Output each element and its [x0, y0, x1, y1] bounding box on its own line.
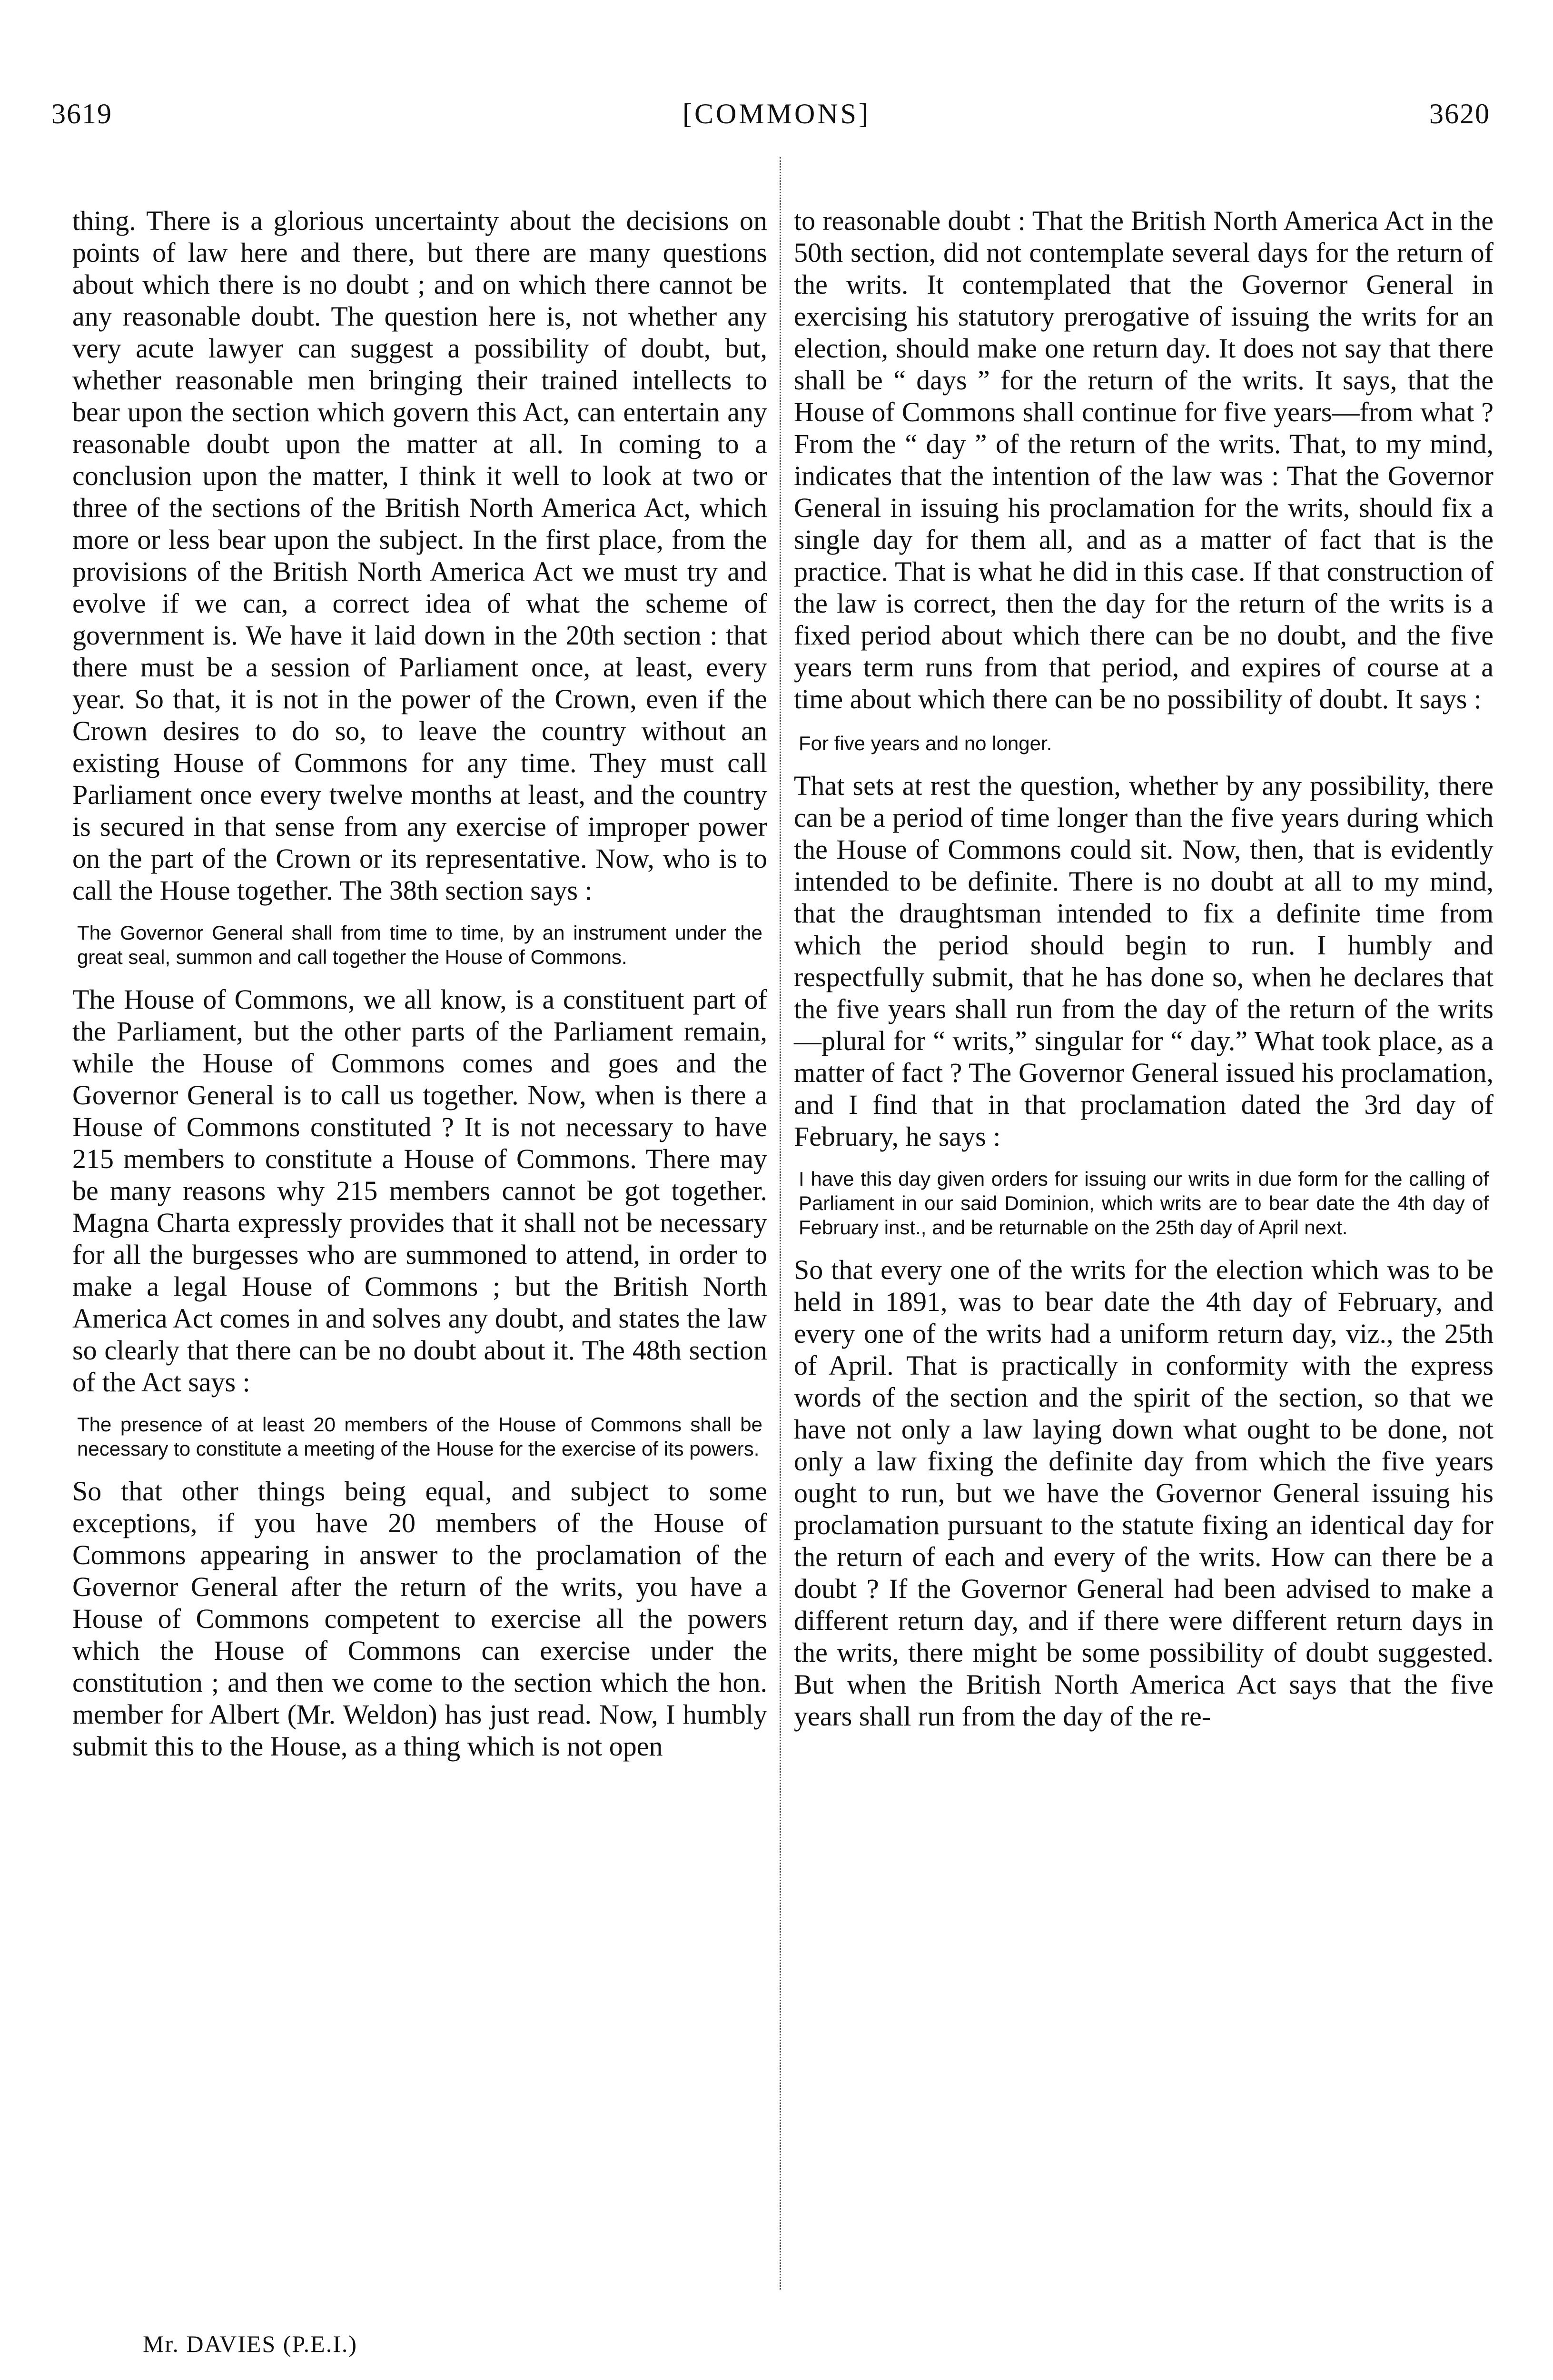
page-header — [0, 98, 1553, 140]
right-column — [794, 205, 1494, 1732]
left-column — [72, 205, 767, 1762]
right-paragraph-2: That sets at rest the question, whether by any possibility, there can be a period of time longer than the five years during which the House of Commons could sit. Now, then, that is evidently intended to be definite. There is no doubt at all to my mind, that the draughtsman intended to fix a definite time from which the period should begin to run. I humbly and respectfully submit, that he has done so, when he declares that the five years shall run from the day of the return of the writs—plural for “ writs,” singular for “ day.” What took place, as a matter of fact ? The Governor General issued his proclamation, and I find that in that proclamation dated the 3rd day of February, he says : — [794, 770, 1494, 1152]
left-paragraph-3: So that other things being equal, and subject to some exceptions, if you have 20 members of the House of Commons appearing in answer to the proclamation of the Governor General after the return of the writs, you have a House of Commons competent to exercise all the powers which the House of Commons can exercise under the constitution ; and then we come to the section which the hon. member for Albert (Mr. Weldon) has just read. Now, I humbly submit this to the House, as a thing which is not open — [72, 1476, 767, 1762]
left-quotation-1: The Governor General shall from time to time, by an instrument under the great seal, summon and call together the House of Commons. — [77, 922, 762, 968]
right-quotation-2: I have this day given orders for issuing our writs in due form for the calling of Parliament in our said Dominion, which writs are to bear date the 4th day of February inst., and be returnable on the 25th day of April next. — [799, 1168, 1489, 1239]
right-paragraph-1: to reasonable doubt : That the British North America Act in the 50th section, did not contemplate several days for the return of the writs. It contemplated that the Governor General in exercising his statutory prerogative of issuing the writs for an election, should make one return day. It does not say that there shall be “ days ” for the return of the writs. It says, that the House of Commons shall continue for five years—from what ? From the “ day ” of the return of the writs. That, to my mind, indicates that the intention of the law was : That the Governor General in issuing his proclamation for the writs, should fix a single day for them all, and as a matter of fact that is the practice. That is what he did in this case. If that construction of the law is correct, then the day for the return of the writs is a fixed period about which there can be no doubt, and the five years term runs from that period, and expires of course at a time about which there can be no possibility of doubt. It says : — [794, 205, 1494, 714]
left-paragraph-1: thing. There is a glorious uncertainty about the decisions on points of law here and there, but there are many questions about which there is no doubt ; and on which there cannot be any reasonable doubt. The question here is, not whether any very acute lawyer can suggest a possibility of doubt, but, whether reasonable men bringing their trained intellects to bear upon the section which govern this Act, can entertain any reasonable doubt upon the matter at all. In coming to a conclusion upon the matter, I think it well to look at two or three of the sections of the British North America Act, which more or less bear upon the subject. In the first place, from the provisions of the British North America Act we must try and evolve if we can, a correct idea of what the scheme of government is. We have it laid down in the 20th section : that there must be a session of Parliament once, at least, every year. So that, it is not in the power of the Crown, even if the Crown desires to do so, to leave the country without an existing House of Commons for any time. They must call Parliament once every twelve months at least, and the country is secured in that sense from any exercise of improper power on the part of the Crown or its representative. Now, who is to call the House together. The 38th section says : — [72, 205, 767, 906]
left-page-number: 3619 — [51, 98, 112, 129]
running-title: [COMMONS] — [682, 98, 871, 129]
left-quotation-2: The presence of at least 20 members of the House of Commons shall be necessary to constitute a meeting of the House for the exercise of its powers. — [77, 1413, 762, 1460]
right-page-number: 3620 — [1429, 98, 1490, 129]
right-paragraph-3: So that every one of the writs for the election which was to be held in 1891, was to bear date the 4th day of February, and every one of the writs had a uniform return day, viz., the 25th of April. That is practically in conformity with the express words of the section and the spirit of the section, so that we have not only a law laying down what ought to be done, not only a law fixing the definite day from which the five years ought to run, but we have the Governor General issuing his proclamation pursuant to the statute fixing an identical day for the return of each and every of the writs. How can there be a doubt ? If the Governor General had been advised to make a different return day, and if there were different return days in the writs, there might be some possibility of doubt suggested. But when the British North America Act says that the five years shall run from the day of the re- — [794, 1254, 1494, 1732]
right-quotation-1: For five years and no longer. — [799, 732, 1052, 754]
left-paragraph-2: The House of Commons, we all know, is a constituent part of the Parliament, but the other parts of the Parliament remain, while the House of Commons comes and goes and the Governor General is to call us together. Now, when is there a House of Commons constituted ? It is not necessary to have 215 members to constitute a House of Commons. There may be many reasons why 215 members cannot be got together. Magna Charta expressly provides that it shall not be necessary for all the burgesses who are summoned to attend, in order to make a legal House of Commons ; but the British North America Act comes in and solves any doubt, and states the law so clearly that there can be no doubt about it. The 48th section of the Act says : — [72, 984, 767, 1398]
speaker-footer: Mr. DAVIES (P.E.I.) — [143, 2330, 357, 2357]
column-divider — [780, 157, 782, 2290]
